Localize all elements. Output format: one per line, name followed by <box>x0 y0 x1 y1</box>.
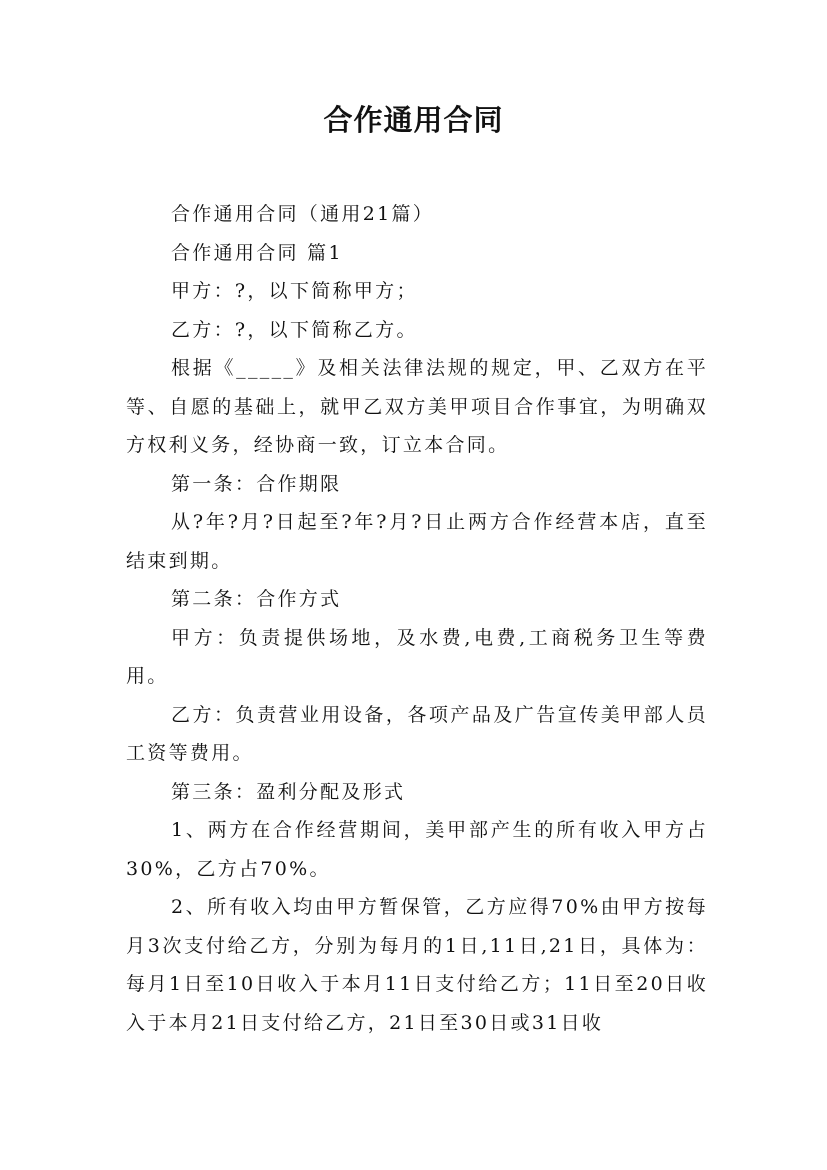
paragraph-article-2-party-b: 乙方：负责营业用设备，各项产品及广告宣传美甲部人员工资等费用。 <box>126 703 708 764</box>
document-body <box>126 195 708 1042</box>
paragraph-article-1-body: 从?年?月?日起至?年?月?日止两方合作经营本店，直至结束到期。 <box>126 511 708 572</box>
paragraph-heading-part: 合作通用合同 篇1 <box>171 241 343 264</box>
paragraph-preamble: 根据《_____》及相关法律法规的规定，甲、乙双方在平等、自愿的基础上，就甲乙双方美甲项目合作事宜，为明确双方权利义务，经协商一致，订立本合同。 <box>126 357 708 456</box>
paragraph-article-3-heading: 第三条：盈利分配及形式 <box>171 780 406 803</box>
paragraph-party-a: 甲方：?，以下简称甲方； <box>171 280 418 302</box>
paragraph-article-2-party-a: 甲方：负责提供场地，及水费,电费,工商税务卫生等费用。 <box>126 626 708 687</box>
paragraph-party-b: 乙方：?，以下简称乙方。 <box>171 318 418 341</box>
paragraph-heading-collection: 合作通用合同（通用21篇） <box>171 203 435 225</box>
paragraph-article-1-heading: 第一条：合作期限 <box>171 472 342 495</box>
paragraph-article-3-item-2: 2、所有收入均由甲方暂保管，乙方应得70%由甲方按每月3次支付给乙方，分别为每月的1日,11日,21日，具体为：每月1日至10日收入于本月11日支付给乙方；11日至20日收入于本月21日支付给乙方，21日至30日或31日收 <box>126 896 708 1034</box>
paragraph-article-3-item-1: 1、两方在合作经营期间，美甲部产生的所有收入甲方占30%，乙方占70%。 <box>126 819 708 880</box>
document-title: 合作通用合同 <box>323 103 504 137</box>
paragraph-article-2-heading: 第二条：合作方式 <box>171 588 342 610</box>
